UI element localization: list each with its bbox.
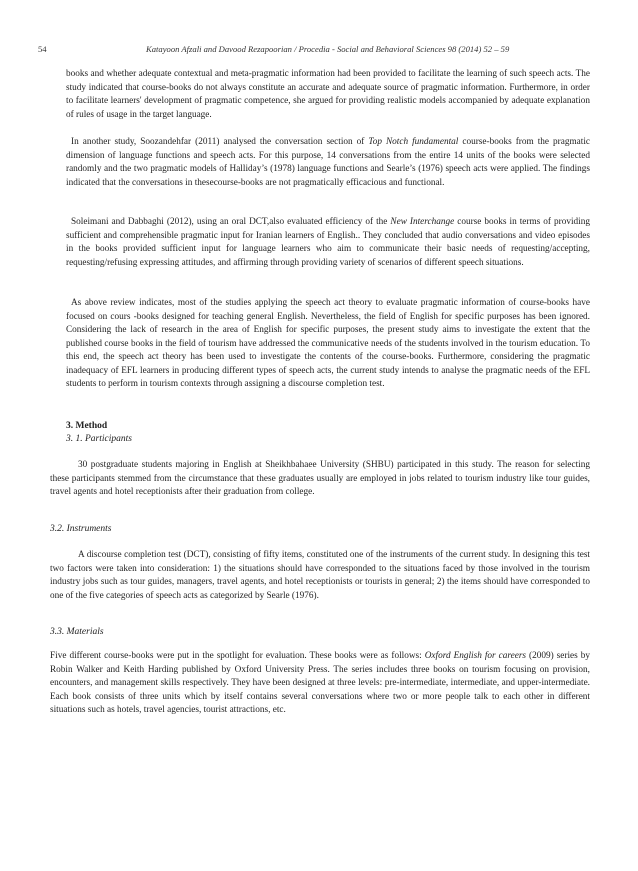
paragraph-2 [66,136,590,190]
paragraph-6-text: A discourse completion test (DCT), consisting of fifty items, constituted one of the instruments of the current study. In designing this test two factors were taken into consideration: 1) the situations should have corresponded to the situations faced by those involved in the tourism industry jobs such as tour guides, managers, travel agents, and hotel receptionists or tourists in general; 2) the items should have corresponded to one of the five categories of speech acts as categorized by Searle (1976). [50,550,590,601]
paragraph-3-text-a: Soleimani and Dabbaghi (2012), using an oral DCT,also evaluated efficiency of the [71,217,391,227]
paragraph-7 [50,650,590,718]
book-title-top-notch: Top Notch fundamental [368,137,459,147]
paragraph-3 [66,216,590,270]
subsection-heading-participants: 3. 1. Participants [66,434,132,444]
book-title-new-interchange: New Interchange [390,217,455,227]
subsection-heading-instruments: 3.2. Instruments [50,524,112,534]
paragraph-7-text-b: (2009) series by Robin Walker and Keith Harding published by Oxford University Press. The series includes three books on tourism focusing on provision, encounters, and management skills respectively. They have been designed at three levels: pre-intermediate, intermediate, and upper-intermediate. Each book consists of three units which by itself contains several conversations where two or more people talk to each other in different situations such as hotels, travel agencies, tourist attractions, etc. [50,651,590,715]
subsection-heading-materials: 3.3. Materials [50,627,104,637]
paragraph-3-text-b: course books in terms of providing sufficient and comprehensible pragmatic input for Iranian learners of English.. They concluded that audio conversations and video episodes in the books provided sufficient input for language learners who aim to communicate their basic needs of requesting/accepting, requesting/refusing expressing attitudes, and affirming through providing variety of scenarios of different speech situations. [66,217,590,268]
section-heading-method: 3. Method [66,421,108,431]
paragraph-4 [66,297,590,392]
running-title: Katayoon Afzali and Davood Rezapoorian / Procedia - Social and Behavioral Sciences 98 (2014) 52 – 59 [146,44,510,54]
paragraph-7-text-a: Five different course-books were put in the spotlight for evaluation. These books were as follows: [50,651,425,661]
paragraph-2-text-a: In another study, Soozandehfar (2011) analysed the conversation section of [71,137,369,147]
page-number: 54 [38,44,47,54]
paragraph-2-text-b: course-books from the pragmatic dimension of language functions and speech acts. For this purpose, 14 conversations from the entire 14 units of the books were selected randomly and the two pragmatic models of Halliday’s (1978) language functions and Searle’s (1976) speech acts were applied. The findings indicated that the conversations in thesecourse-books are not pragmatically efficacious and functional. [66,137,591,188]
paragraph-1-text: books and whether adequate contextual and meta-pragmatic information had been provided to facilitate the learning of such speech acts. The study indicated that course-books do not always constitute an accurate and adequate source of pragmatic information. Furthermore, in order to facilitate learners' development of pragmatic competence, she argued for providing realistic models accompanied by adequate explanation of rules of usage in the target language. [66,69,590,120]
paragraph-5-text: 30 postgraduate students majoring in English at Sheikhbahaee University (SHBU) participated in this study. The reason for selecting these participants stemmed from the circumstance that these graduates usually are employed in jobs related to tourism industry like tour guides, travel agents and hotel receptionists after their graduation from college. [50,460,590,497]
paragraph-4-text: As above review indicates, most of the studies applying the speech act theory to evaluate pragmatic information of course-books have focused on cours -books designed for teaching general English. Nevertheless, the field of English for specific purposes has been ignored. Considering the lack of research in the area of English for specific purposes, the present study aims to investigate the extent that the published course books in the field of tourism have addressed the communicative needs of the students involved in the tourism education. To this end, the speech act theory has been used to investigate the contents of the course-books. Furthermore, considering the pragmatic inadequacy of EFL learners in producing different types of speech acts, the current study intends to analyse the pragmatic needs of the EFL students to perform in tourism contexts through assigning a discourse completion test. [66,298,590,389]
paragraph-6 [50,549,590,603]
book-title-oxford-english: Oxford English for careers [424,651,527,661]
paragraph-5 [50,459,590,500]
paragraph-1 [66,68,590,122]
